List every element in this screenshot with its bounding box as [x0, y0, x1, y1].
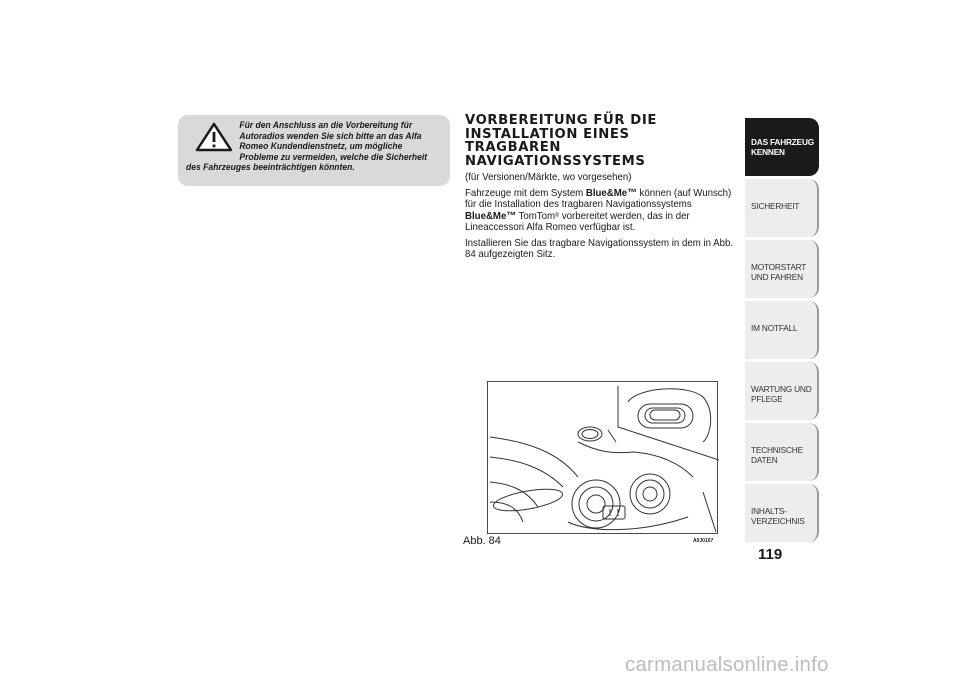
- tab-label: IM NOTFALL: [751, 323, 798, 333]
- tab-im-notfall[interactable]: [745, 301, 819, 359]
- brand-blueme: Blue&Me™: [465, 210, 517, 222]
- paragraph-availability: (für Versionen/Märkte, wo vorgesehen): [465, 172, 632, 183]
- tab-inhaltsverzeichnis[interactable]: [745, 484, 819, 542]
- page-number: 119: [758, 546, 783, 563]
- figure-navigation-mount: [487, 381, 718, 534]
- figure-code: A0J0107: [693, 538, 714, 544]
- tab-das-fahrzeug-kennen[interactable]: [745, 118, 819, 176]
- tab-wartung-und-pflege[interactable]: [745, 362, 819, 420]
- tab-label: MOTORSTART UND FAHREN: [751, 262, 807, 282]
- dashboard-illustration: [488, 382, 719, 535]
- tab-motorstart-und-fahren[interactable]: [745, 240, 819, 298]
- registered-mark: ®: [555, 212, 560, 219]
- text-run: können (auf Wunsch) für die Installation des tragbaren Navigationssystems: [465, 188, 732, 211]
- tab-label: SICHERHEIT: [751, 201, 800, 211]
- brand-tomtom: TomTom: [516, 210, 556, 222]
- chapter-tabs: [745, 118, 819, 545]
- watermark: carmanualsonline.info: [625, 653, 829, 676]
- tab-label: DAS FAHRZEUG KENNEN: [751, 137, 815, 157]
- tab-label: WARTUNG UND PFLEGE: [751, 384, 812, 404]
- tab-sicherheit[interactable]: [745, 179, 819, 237]
- body-text: [465, 172, 734, 265]
- text-run: Fahrzeuge mit dem System: [465, 188, 586, 200]
- warning-box: [178, 115, 450, 186]
- paragraph-instruction: Installieren Sie das tragbare Navigationssystem in dem in Abb. 84 aufgezeigten Sitz.: [465, 238, 734, 261]
- text-run: vorbereitet werden, das in der Lineaccessori Alfa Romeo verfügbar ist.: [465, 210, 690, 233]
- brand-blueme: Blue&Me™: [585, 188, 637, 200]
- figure-label: Abb. 84: [463, 535, 501, 547]
- warning-text: Für den Anschluss an die Vorbereitung für Autoradios wenden Sie sich bitte an das Alfa Romeo Kundendienstnetz, um mögliche Probleme zu vermeiden, welche die Sicherheit des Fahrzeuges beeinträchtigen könnten.: [186, 120, 428, 172]
- tab-label: TECHNISCHE DATEN: [751, 445, 803, 465]
- section-heading: VORBEREITUNG FÜR DIE INSTALLATION EINES TRAGBAREN NAVIGATIONSSYSTEMS: [465, 113, 657, 169]
- tab-label: INHALTS-VERZEICHNIS: [751, 506, 805, 526]
- tab-technische-daten[interactable]: [745, 423, 819, 481]
- paragraph-description: [465, 188, 735, 233]
